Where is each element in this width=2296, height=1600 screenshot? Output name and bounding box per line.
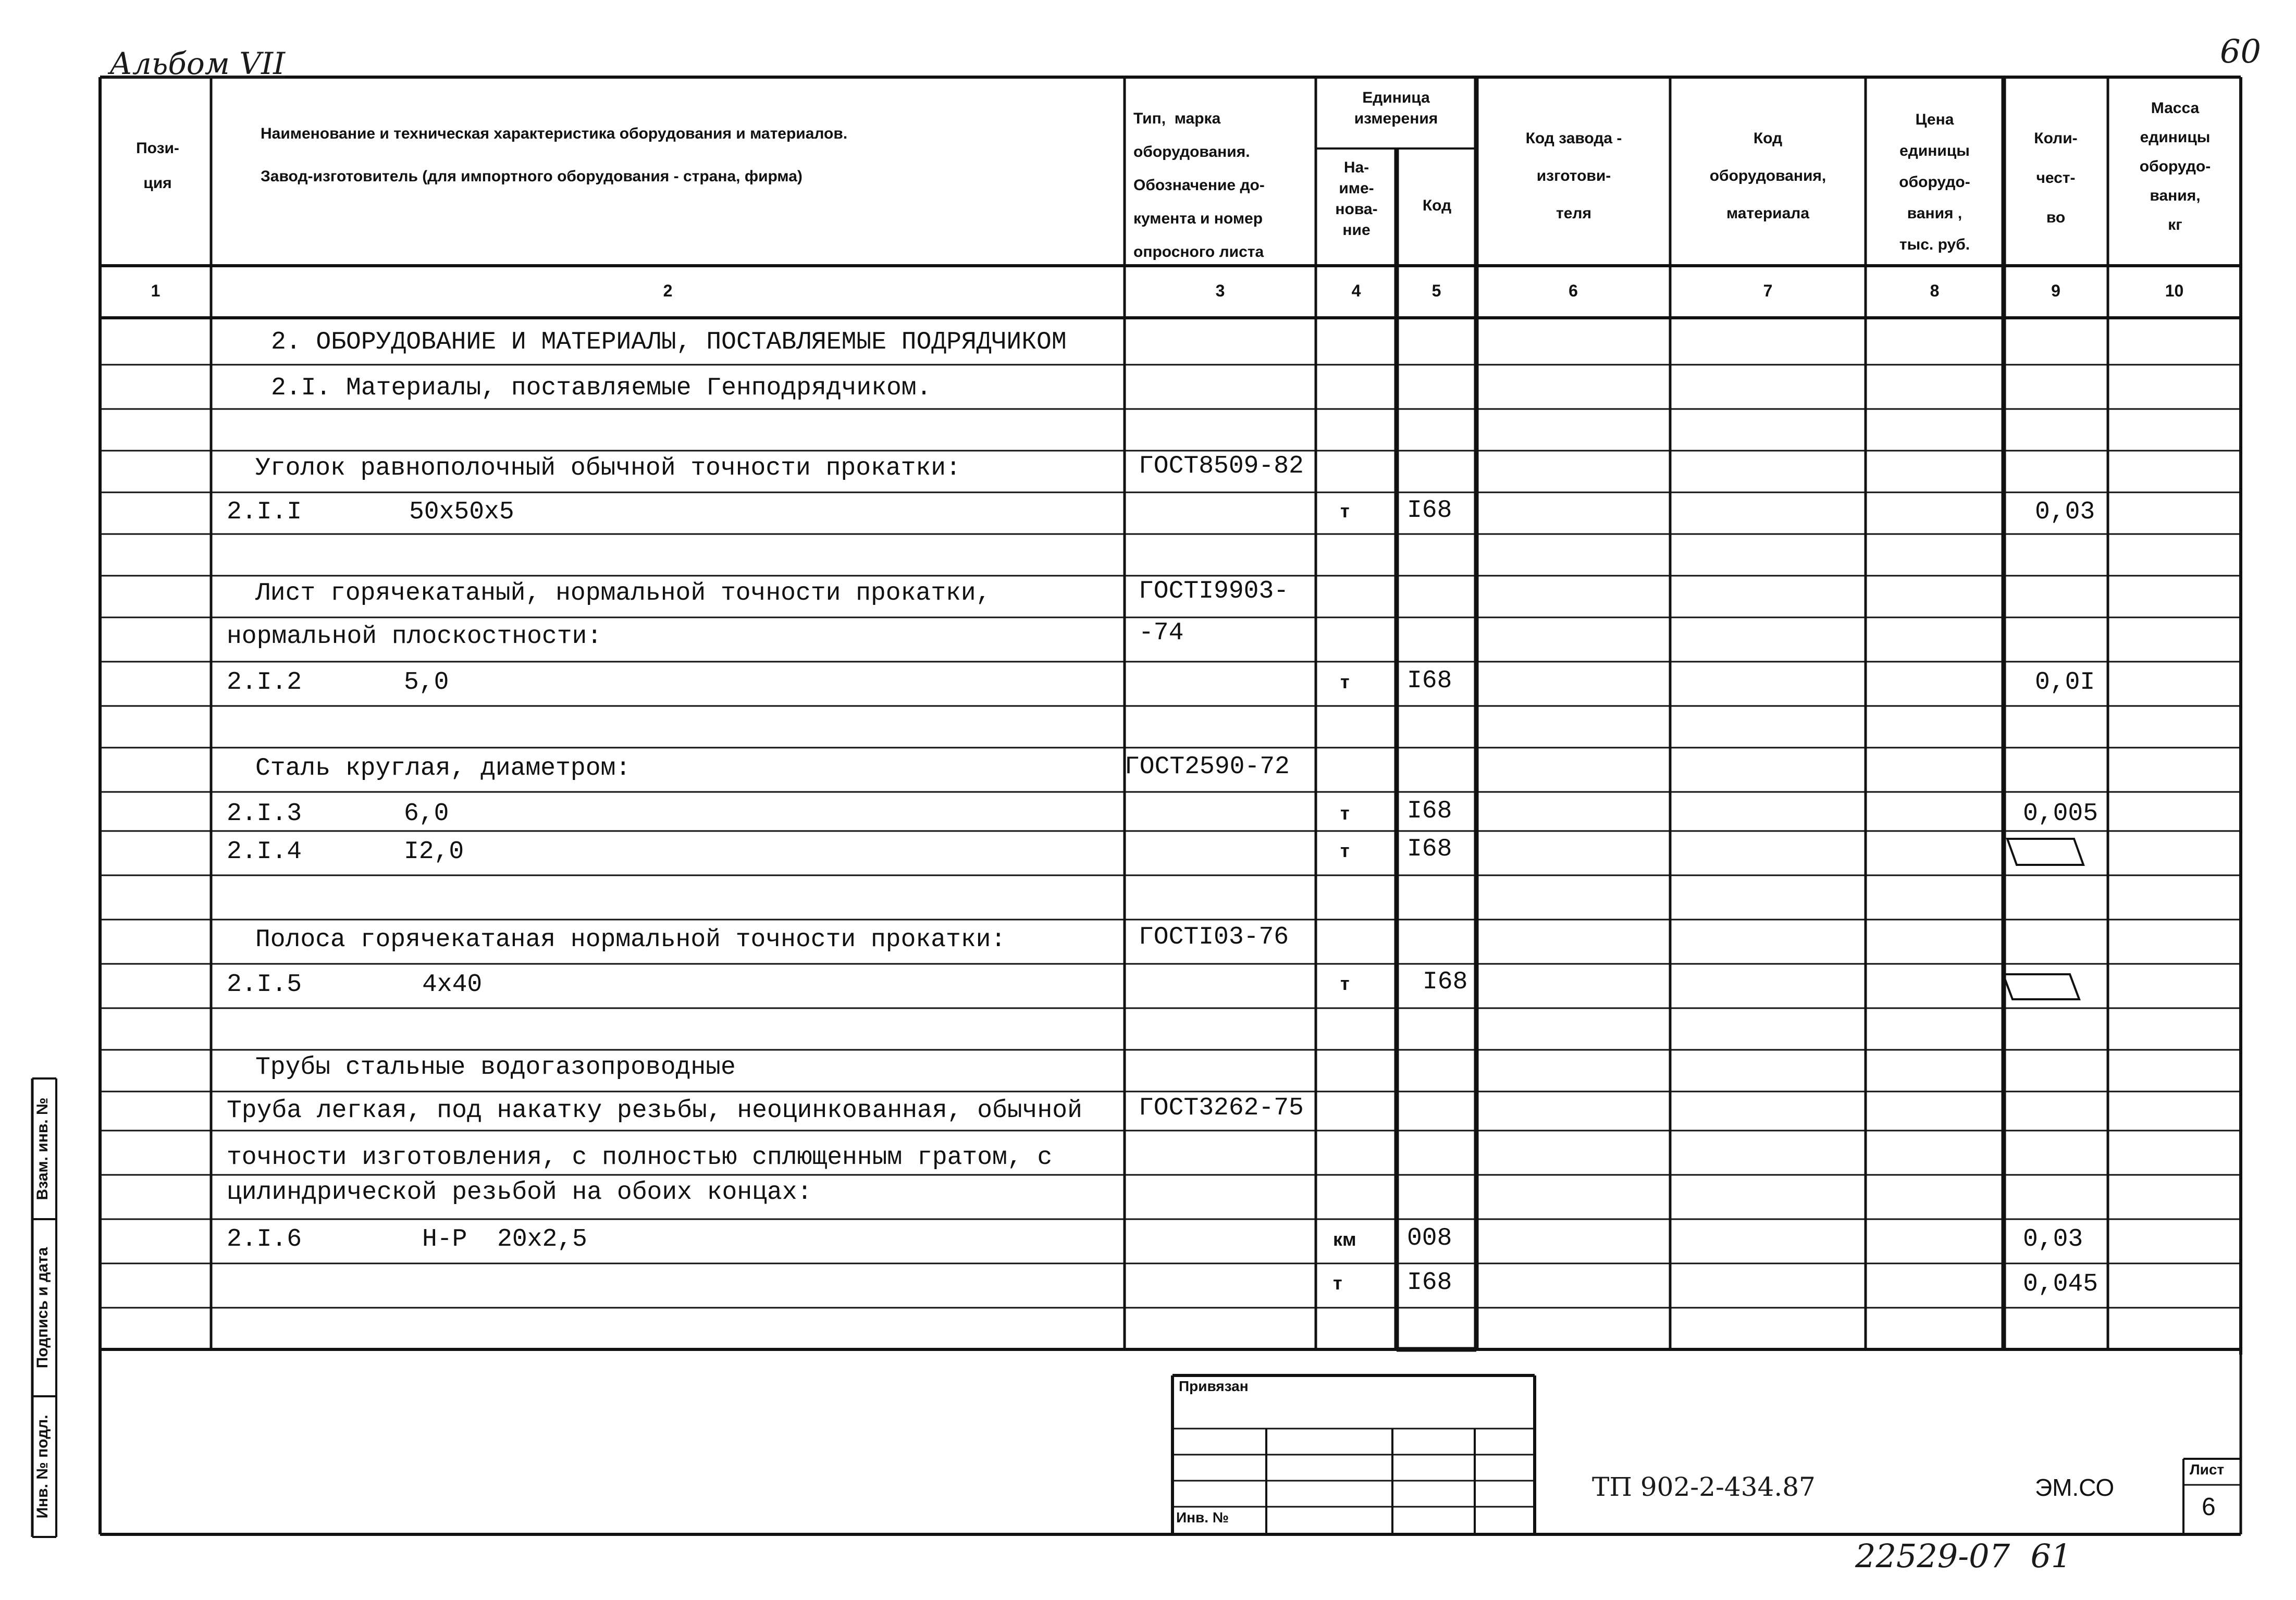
item-size: 6,0 [404, 800, 449, 828]
item-unit: т [1333, 1272, 1342, 1294]
item-position: 2.I.I [227, 498, 302, 526]
col-number: 2 [663, 281, 673, 300]
item-description: Трубы стальные водогазопроводные [255, 1053, 736, 1082]
item-size: 5,0 [404, 668, 449, 697]
col3-header: Тип, марка оборудования. Обозначение до- кумента и номер опросного листа [1133, 110, 1265, 261]
col-number: 9 [2051, 281, 2060, 300]
subsection-heading: 2.I. Материалы, поставляемые Генподрядчиком. [271, 374, 932, 402]
col-number: 8 [1930, 281, 1940, 300]
item-unit: т [1340, 973, 1350, 994]
item-description: Лист горячекатаный, нормальной точности прокатки, [255, 579, 991, 607]
item-size: 4x40 [422, 971, 483, 999]
col5-header: Код [1422, 197, 1452, 214]
col2-header: Наименование и техническая характеристика оборудования и материалов. Завод-изготовитель (для импортного оборудования - страна, фирма) [261, 125, 848, 185]
item-position: 2.I.5 [227, 971, 302, 999]
document-code: ТП 902-2-434.87 [1592, 1472, 1816, 1502]
col-number: 4 [1351, 281, 1361, 300]
sheet-label: Лист [2190, 1461, 2225, 1478]
col8-header: Цена единицы оборудо- вания , тыс. руб. [1899, 111, 1970, 253]
item-code: I68 [1407, 797, 1452, 825]
sheet-number: 6 [2202, 1493, 2216, 1521]
item-standard: -74 [1139, 619, 1184, 647]
item-unit: т [1340, 500, 1350, 522]
item-standard: ГОСТI03-76 [1139, 923, 1289, 951]
item-description: Труба легкая, под накатку резьбы, неоцинкованная, обычной [227, 1097, 1082, 1125]
col9-header: Коли- чест- во [2034, 130, 2078, 226]
col6-header: Код завода - изготови- теля [1525, 130, 1622, 222]
archive-number: 22529-07 61 [1855, 1537, 2072, 1575]
item-unit: т [1340, 671, 1350, 692]
item-code: I68 [1407, 1269, 1452, 1297]
item-position: 2.I.6 [227, 1225, 302, 1254]
inv-podl-label: Инв. № подл. [34, 1415, 51, 1519]
item-unit: км [1333, 1229, 1356, 1250]
col4-header: На- име- нова- ние [1335, 159, 1378, 239]
item-code: I68 [1407, 835, 1452, 863]
item-position: 2.I.4 [227, 838, 302, 866]
item-quantity: 0,03 [2035, 498, 2095, 526]
item-description: точности изготовления, с полностью сплющенным гратом, с [227, 1144, 1053, 1172]
item-size: Н-Р 20x2,5 [422, 1225, 587, 1254]
col7-header: Код оборудования, материала [1709, 130, 1826, 222]
privyazan-label: Привязан [1179, 1378, 1249, 1394]
item-standard: ГОСТ2590-72 [1125, 753, 1290, 781]
col-number: 5 [1431, 281, 1441, 300]
podpis-data-label: Подпись и дата [34, 1247, 51, 1369]
item-unit: т [1340, 840, 1350, 861]
section-heading: 2. ОБОРУДОВАНИЕ И МАТЕРИАЛЫ, ПОСТАВЛЯЕМЫЕ ПОДРЯДЧИКОМ [271, 328, 1067, 356]
col-number: 10 [2165, 281, 2184, 300]
item-quantity: 0,03 [2023, 1225, 2083, 1254]
page-number: 60 [2220, 32, 2261, 70]
item-size: I2,0 [404, 838, 464, 866]
item-code: I68 [1407, 497, 1452, 525]
col1-header: Пози- ция [136, 140, 179, 192]
item-standard: ГОСТI9903- [1139, 577, 1289, 605]
album-label: Альбом VII [109, 46, 285, 81]
item-description: Уголок равнополочный обычной точности прокатки: [255, 454, 961, 482]
item-position: 2.I.2 [227, 668, 302, 697]
vzam-inv-label: Взам. инв. № [34, 1097, 51, 1200]
item-quantity: 0,005 [2023, 800, 2099, 828]
item-size: 50x50x5 [409, 498, 514, 526]
item-standard: ГОСТ8509-82 [1139, 452, 1304, 480]
item-quantity: 0,0I [2035, 668, 2095, 697]
item-unit: т [1340, 802, 1350, 824]
item-description: Полоса горячекатаная нормальной точности прокатки: [255, 926, 1006, 954]
item-description: нормальной плоскостности: [227, 623, 602, 651]
item-quantity: 0,045 [2023, 1270, 2099, 1298]
document-mark: ЭМ.СО [2035, 1474, 2115, 1501]
col-number: 6 [1569, 281, 1578, 300]
unit-group-header: Единица измерения [1354, 89, 1438, 127]
col-number: 3 [1215, 281, 1225, 300]
item-standard: ГОСТ3262-75 [1139, 1094, 1304, 1122]
col-number: 7 [1763, 281, 1773, 300]
item-code: 008 [1407, 1224, 1452, 1252]
item-code: I68 [1423, 968, 1468, 996]
item-code: I68 [1407, 667, 1452, 695]
col-number: 1 [151, 281, 161, 300]
col10-header: Масса единицы оборудо- вания, кг [2139, 100, 2211, 233]
item-position: 2.I.3 [227, 800, 302, 828]
item-description: цилиндрической резьбой на обоих концах: [227, 1179, 812, 1207]
inv-label: Инв. № [1176, 1509, 1229, 1525]
item-description: Сталь круглая, диаметром: [255, 754, 631, 783]
